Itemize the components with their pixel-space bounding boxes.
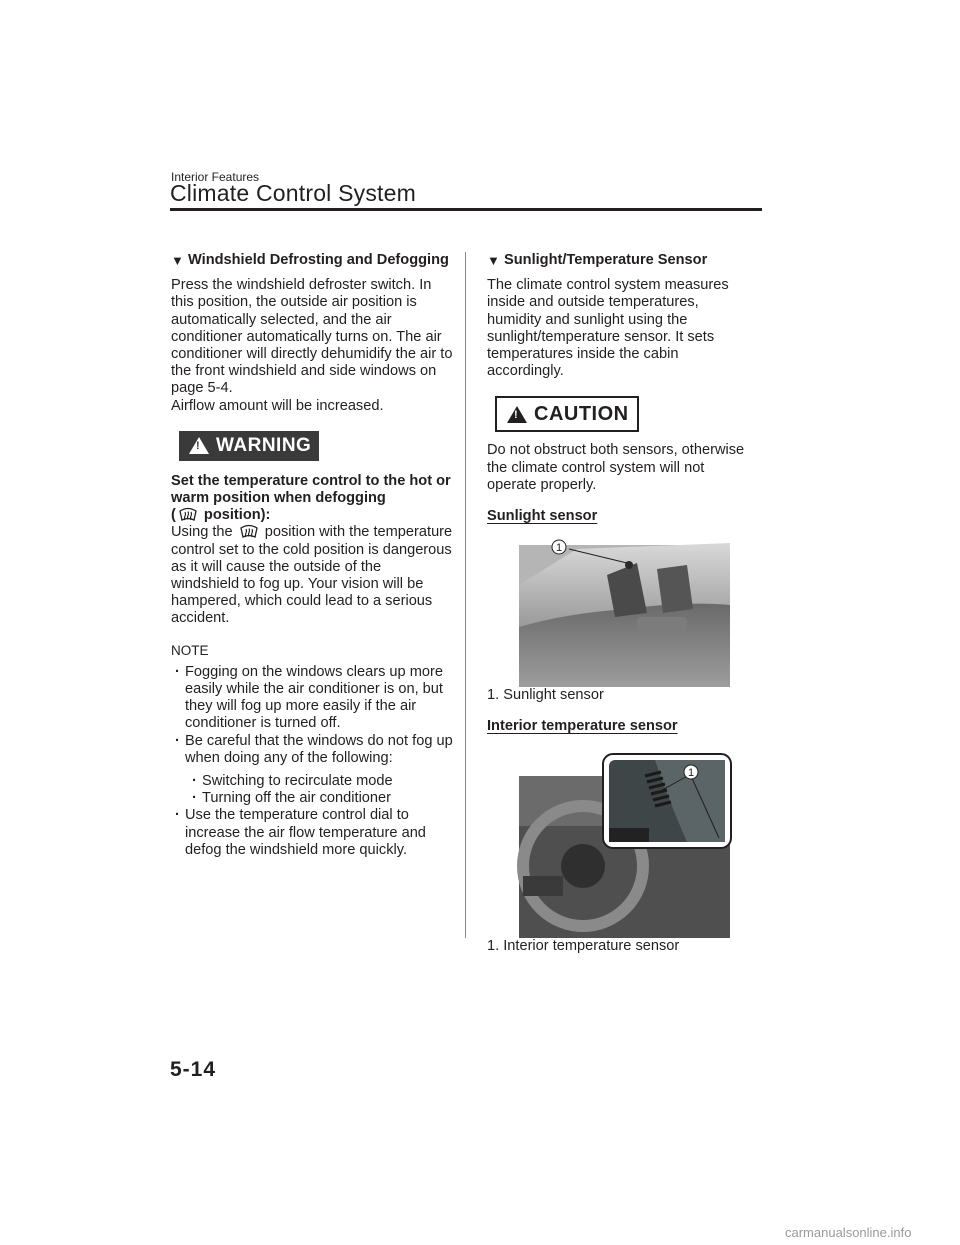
sunlight-caption: 1. Sunlight sensor — [487, 687, 604, 704]
warning-label: WARNING — [216, 435, 312, 457]
interior-sensor-heading: Interior temperature sensor — [487, 718, 678, 735]
section-label: Interior Features — [171, 170, 260, 184]
windshield-defroster-icon — [178, 507, 198, 522]
note-item-3: · Use the temperature control dial to increase the air flow temperature and defog the windshield more quickly. — [171, 807, 453, 859]
defrost-heading-text: Windshield Defrosting and Defogging — [188, 252, 449, 268]
interior-caption: 1. Interior temperature sensor — [487, 937, 680, 954]
sensor-heading-text: Sunlight/Temperature Sensor — [504, 252, 708, 268]
warning-heading-line1: Set the temperature control to the hot or warm position when defogging — [171, 472, 451, 507]
warning-icon: ! — [189, 437, 209, 454]
interior-callout-number: 1 — [687, 766, 695, 779]
note-sub-list — [171, 773, 453, 807]
page-title: Climate Control System — [170, 180, 416, 206]
note-label: NOTE — [171, 642, 209, 658]
note-list-2 — [171, 807, 453, 859]
windshield-defroster-icon-inline — [239, 524, 259, 539]
header-rule — [170, 208, 762, 211]
airflow-paragraph: Airflow amount will be increased. — [171, 397, 384, 414]
note-list — [171, 664, 453, 767]
column-divider — [465, 252, 466, 938]
left-column — [171, 252, 453, 859]
note-sub-item-1: · Switching to recirculate mode — [171, 773, 453, 790]
note-item-2: · Be careful that the windows do not fog up when doing any of the following: — [171, 733, 453, 767]
defrost-paragraph: Press the windshield defroster switch. In this position, the outside air position is automatically selected, and the air conditioner automatically turns on. The air conditioner will directly dehumidify the air to the front windshield and side windows on page 5-4. — [171, 277, 453, 397]
defrost-heading — [171, 252, 453, 269]
warning-body-pre: Using the — [171, 524, 237, 541]
sunlight-sensor-heading: Sunlight sensor — [487, 508, 598, 525]
warning-heading-open: ( — [171, 507, 176, 524]
watermark: carmanualsonline.info — [785, 1225, 912, 1240]
warning-body — [171, 524, 453, 627]
sunlight-sensor-figure — [487, 535, 737, 687]
sunlight-callout-number: 1 — [555, 542, 563, 555]
right-column — [487, 252, 747, 955]
warning-heading-close: position): — [199, 507, 271, 524]
caution-label: CAUTION — [534, 402, 629, 425]
note-item-1: · Fogging on the windows clears up more easily while the air conditioner is on, but they will fog up more easily if the air conditioner is turned off. — [171, 664, 453, 733]
sensor-paragraph: The climate control system measures inside and outside temperatures, humidity and sunlight using the sunlight/temperature sensor. It sets temperatures inside the cabin accordingly. — [487, 277, 729, 380]
caution-icon: ! — [507, 406, 527, 423]
page-number: 5-14 — [170, 1058, 217, 1081]
warning-heading — [171, 473, 453, 525]
note-sub-item-2: · Turning off the air conditioner — [171, 790, 453, 807]
warning-body-post: position with the temperature control set to the cold position is dangerous as it will cause the outside of the windshield to fog up. Your vision will be hampered, which could lead to a serious accident. — [171, 524, 453, 627]
caution-text: Do not obstruct both sensors, otherwise the climate control system will not operate properly. — [487, 442, 745, 493]
triangle-down-icon: ▼ — [487, 253, 500, 268]
warning-badge — [179, 431, 319, 461]
interior-sensor-figure — [487, 746, 737, 938]
caution-badge — [495, 396, 639, 432]
triangle-down-icon: ▼ — [171, 253, 184, 268]
sensor-heading — [487, 252, 747, 269]
